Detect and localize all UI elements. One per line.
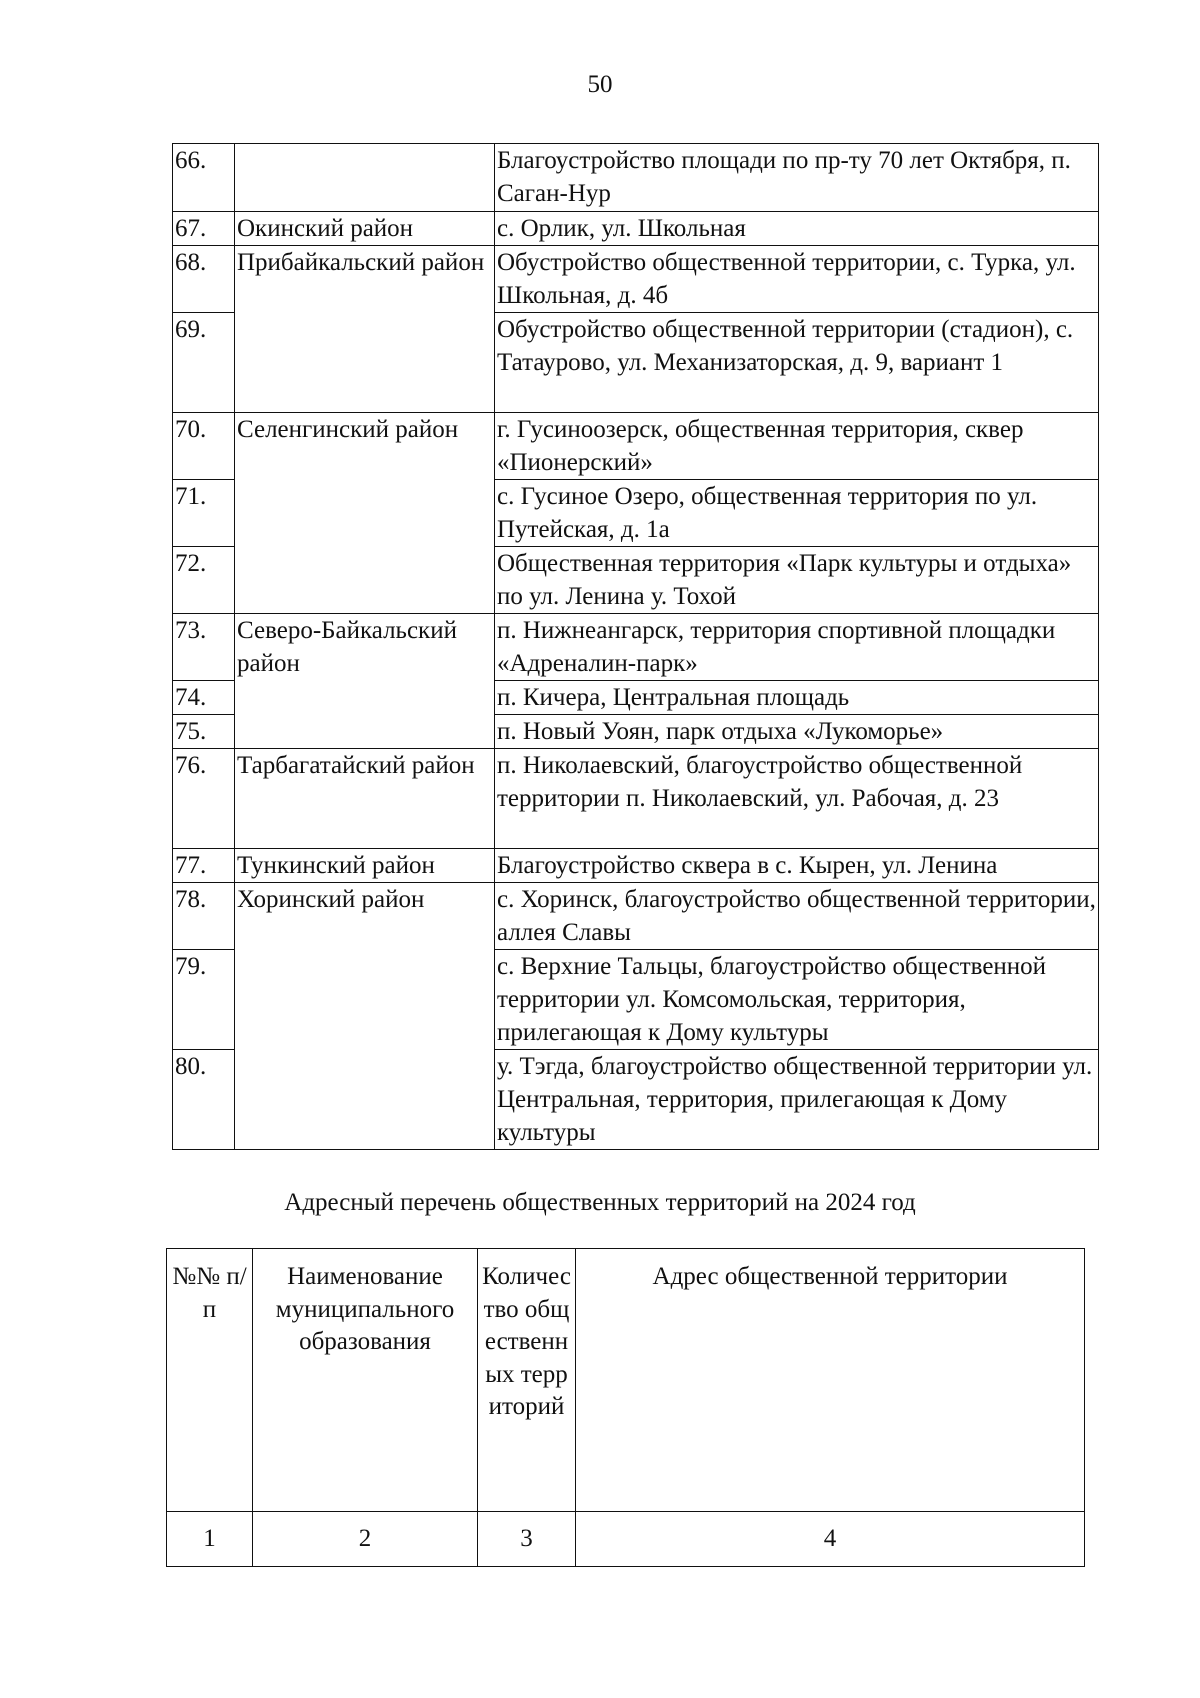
row-number: 77. [173, 849, 235, 883]
address-cell: Общественная территория «Парк культуры и отдыха» по ул. Ленина у. Тохой [495, 547, 1099, 614]
row-number: 68. [173, 246, 235, 313]
column-number: 1 [167, 1512, 253, 1567]
address-cell: г. Гусиноозерск, общественная территория, сквер «Пионерский» [495, 413, 1099, 480]
column-number: 4 [576, 1512, 1085, 1567]
column-number: 2 [253, 1512, 478, 1567]
address-cell: п. Нижнеангарск, территория спортивной площадки «Адреналин-парк» [495, 614, 1099, 681]
section-title: Адресный перечень общественных территорий на 2024 год [284, 1189, 916, 1216]
address-cell: Благоустройство площади по пр-ту 70 лет Октября, п. Саган-Нур [495, 144, 1099, 212]
row-number: 79. [173, 950, 235, 1050]
address-cell: п. Кичера, Центральная площадь [495, 681, 1099, 715]
column-header-municipality: Наименование муниципального образования [253, 1249, 478, 1512]
row-number: 69. [173, 313, 235, 413]
row-number: 72. [173, 547, 235, 614]
address-cell: с. Хоринск, благоустройство общественной территории, аллея Славы [495, 883, 1099, 950]
municipality-cell [235, 144, 495, 212]
municipality-cell: Северо-Байкальский район [235, 614, 495, 749]
table-row [173, 614, 1099, 681]
row-number: 71. [173, 480, 235, 547]
address-cell: с. Гусиное Озеро, общественная территория по ул. Путейская, д. 1а [495, 480, 1099, 547]
table-row [173, 849, 1099, 883]
territory-list-table [172, 143, 1099, 1150]
row-number: 78. [173, 883, 235, 950]
municipality-cell: Тарбагатайский район [235, 749, 495, 849]
row-number: 73. [173, 614, 235, 681]
column-header-count: Количество общественных территорий [478, 1249, 576, 1512]
address-cell: с. Верхние Тальцы, благоустройство общественной территории ул. Комсомольская, территория, прилегающая к Дому культуры [495, 950, 1099, 1050]
table-row [173, 749, 1099, 849]
row-number: 75. [173, 715, 235, 749]
row-number: 70. [173, 413, 235, 480]
table-row [173, 144, 1099, 212]
column-numbers-row [167, 1512, 1085, 1567]
municipality-cell: Селенгинский район [235, 413, 495, 614]
table-row [173, 413, 1099, 480]
row-number: 67. [173, 212, 235, 246]
address-list-header-table [166, 1248, 1085, 1567]
address-cell: п. Новый Уоян, парк отдыха «Лукоморье» [495, 715, 1099, 749]
column-header-address: Адрес общественной территории [576, 1249, 1085, 1512]
address-cell: Обустройство общественной территории (стадион), с. Татаурово, ул. Механизаторская, д. 9, вариант 1 [495, 313, 1099, 413]
address-cell: с. Орлик, ул. Школьная [495, 212, 1099, 246]
column-number: 3 [478, 1512, 576, 1567]
address-cell: Благоустройство сквера в с. Кырен, ул. Ленина [495, 849, 1099, 883]
municipality-cell: Тункинский район [235, 849, 495, 883]
address-cell: п. Николаевский, благоустройство общественной территории п. Николаевский, ул. Рабочая, д. 23 [495, 749, 1099, 849]
table-row [173, 212, 1099, 246]
table-row [173, 246, 1099, 313]
municipality-cell: Хоринский район [235, 883, 495, 1150]
column-header-number: №№ п/п [167, 1249, 253, 1512]
row-number: 66. [173, 144, 235, 212]
address-cell: Обустройство общественной территории, с. Турка, ул. Школьная, д. 4б [495, 246, 1099, 313]
municipality-cell: Прибайкальский район [235, 246, 495, 413]
row-number: 74. [173, 681, 235, 715]
table-row [173, 883, 1099, 950]
header-row [167, 1249, 1085, 1512]
municipality-cell: Окинский район [235, 212, 495, 246]
row-number: 80. [173, 1050, 235, 1150]
page-number: 50 [587, 71, 613, 98]
address-cell: у. Тэгда, благоустройство общественной территории ул. Центральная, территория, прилегающая к Дому культуры [495, 1050, 1099, 1150]
row-number: 76. [173, 749, 235, 849]
